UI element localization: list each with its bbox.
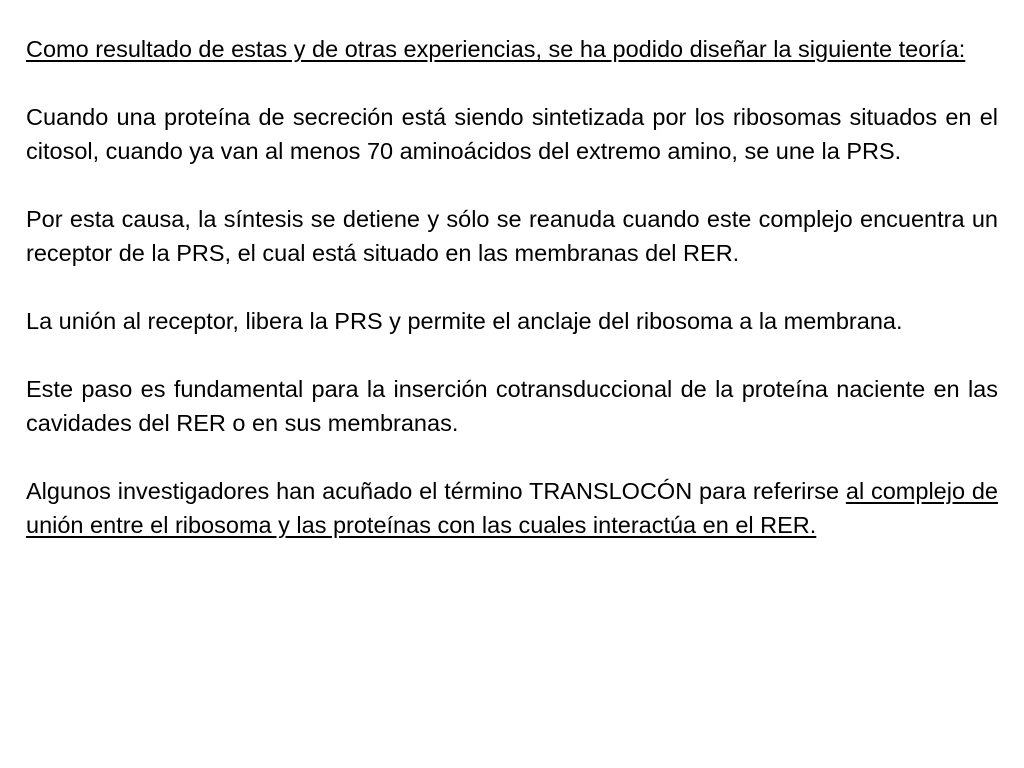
paragraph-receptor	[26, 304, 998, 338]
paragraph-receptor-text: La unión al receptor, libera la PRS y permite el anclaje del ribosoma a la membrana.	[26, 308, 903, 334]
paragraph-intro-underlined: Como resultado de estas y de otras experiencias, se ha podido diseñar la siguiente teoría:	[26, 36, 966, 62]
paragraph-synthesis-text: Cuando una proteína de secreción está siendo sintetizada por los ribosomas situados en el citosol, cuando ya van al menos 70 aminoácidos del extremo amino, se une la PRS.	[26, 104, 998, 164]
paragraph-insertion	[26, 372, 998, 440]
paragraph-translocon-text: Algunos investigadores han acuñado el término TRANSLOCÓN para referirse	[26, 478, 846, 504]
paragraph-cause-text: Por esta causa, la síntesis se detiene y sólo se reanuda cuando este complejo encuentra un receptor de la PRS, el cual está situado en las membranas del RER.	[26, 206, 998, 266]
paragraph-cause	[26, 202, 998, 270]
paragraph-translocon-underlined: al complejo de unión entre el ribosoma y las proteínas con las cuales interactúa en el RER.	[26, 478, 998, 538]
paragraph-insertion-text: Este paso es fundamental para la inserción cotransduccional de la proteína naciente en las cavidades del RER o en sus membranas.	[26, 376, 998, 436]
paragraph-intro	[26, 32, 998, 66]
paragraph-synthesis	[26, 100, 998, 168]
slide-text-body	[26, 32, 998, 542]
paragraph-translocon	[26, 474, 998, 542]
